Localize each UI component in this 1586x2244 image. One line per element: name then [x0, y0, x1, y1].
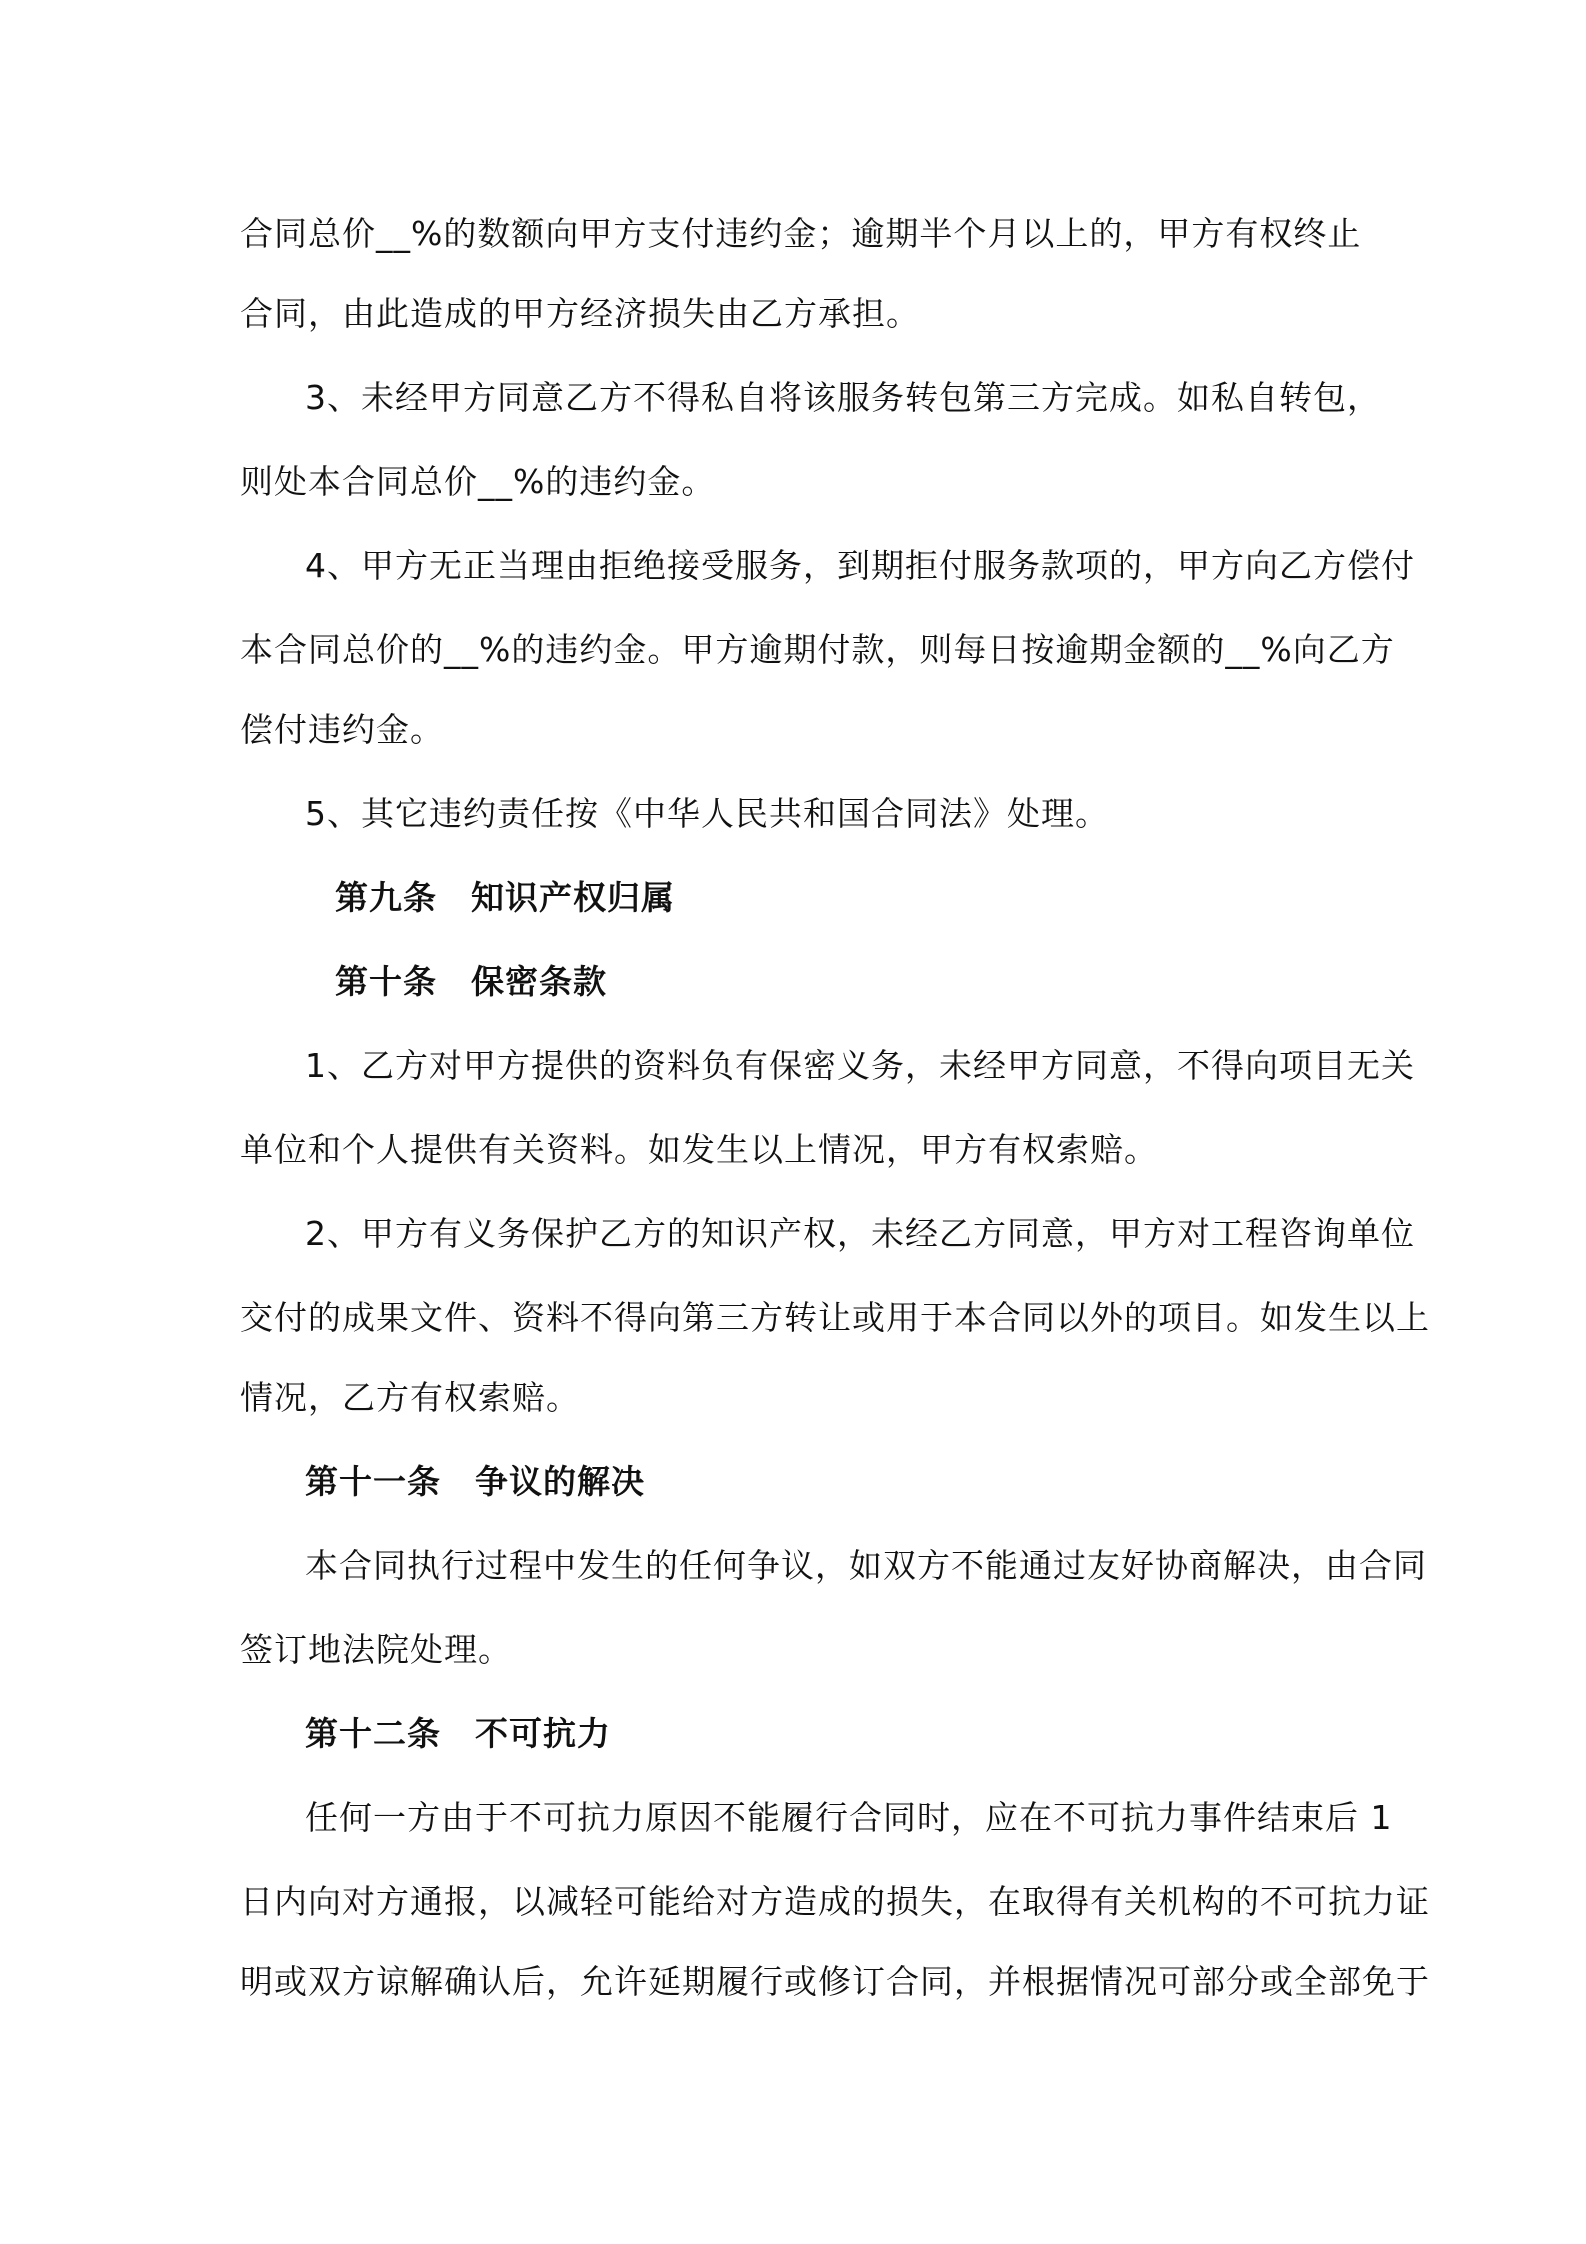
- body-line: 交付的成果文件、资料不得向第三方转让或用于本合同以外的项目。如发生以上: [240, 1298, 1430, 1337]
- body-line: 偿付违约金。: [240, 710, 444, 749]
- article-heading-12: 第十二条 不可抗力: [305, 1714, 611, 1753]
- article-heading-11: 第十一条 争议的解决: [305, 1462, 645, 1501]
- body-line: 明或双方谅解确认后，允许延期履行或修订合同，并根据情况可部分或全部免于: [240, 1962, 1430, 2001]
- body-line: 日内向对方通报，以减轻可能给对方造成的损失，在取得有关机构的不可抗力证: [240, 1882, 1430, 1921]
- body-line: 合同，由此造成的甲方经济损失由乙方承担。: [240, 294, 920, 333]
- clause-item-4: 4、甲方无正当理由拒绝接受服务，到期拒付服务款项的，甲方向乙方偿付: [305, 546, 1415, 585]
- body-paragraph-line: 本合同执行过程中发生的任何争议，如双方不能通过友好协商解决，由合同: [305, 1546, 1427, 1585]
- article-heading-9: 第九条 知识产权归属: [335, 878, 675, 917]
- body-line: 则处本合同总价__%的违约金。: [240, 462, 716, 501]
- body-line: 单位和个人提供有关资料。如发生以上情况，甲方有权索赔。: [240, 1130, 1158, 1169]
- body-line: 签订地法院处理。: [240, 1630, 512, 1669]
- body-line: 情况，乙方有权索赔。: [240, 1378, 580, 1417]
- body-line: 本合同总价的__%的违约金。甲方逾期付款，则每日按逾期金额的__%向乙方: [240, 630, 1395, 669]
- clause-item-2: 2、甲方有义务保护乙方的知识产权，未经乙方同意，甲方对工程咨询单位: [305, 1214, 1415, 1253]
- clause-item-5: 5、其它违约责任按《中华人民共和国合同法》处理。: [305, 794, 1109, 833]
- clause-item-3: 3、未经甲方同意乙方不得私自将该服务转包第三方完成。如私自转包，: [305, 378, 1381, 417]
- body-line: 合同总价__%的数额向甲方支付违约金；逾期半个月以上的，甲方有权终止: [240, 214, 1362, 253]
- clause-item-1: 1、乙方对甲方提供的资料负有保密义务，未经甲方同意，不得向项目无关: [305, 1046, 1415, 1085]
- body-paragraph-line: 任何一方由于不可抗力原因不能履行合同时，应在不可抗力事件结束后 1: [305, 1798, 1393, 1837]
- article-heading-10: 第十条 保密条款: [335, 962, 607, 1001]
